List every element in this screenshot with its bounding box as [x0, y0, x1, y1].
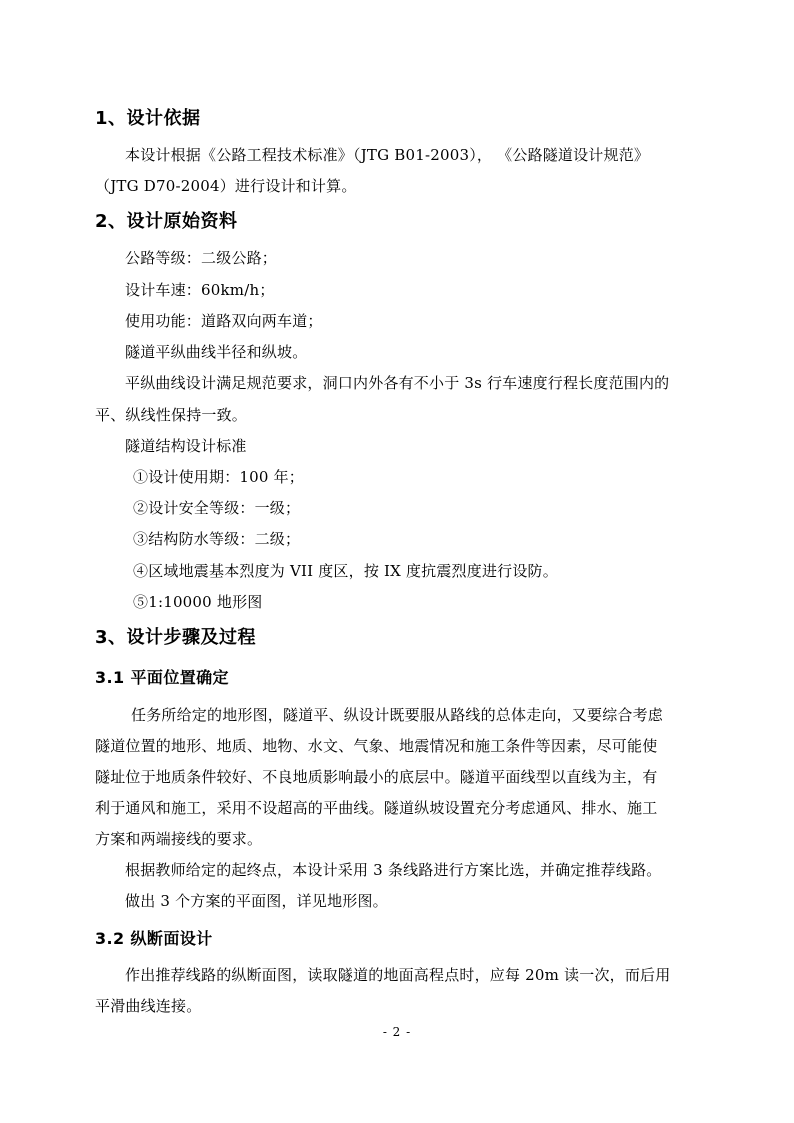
- list-item: 公路等级：二级公路；: [125, 249, 278, 267]
- paragraph-line: （JTG D70-2004）进行设计和计算。: [95, 177, 357, 195]
- paragraph-line: 根据教师给定的起终点，本设计采用 3 条线路进行方案比选，并确定推荐线路。: [125, 861, 662, 879]
- paragraph-line: 平纵曲线设计满足规范要求，洞口内外各有不小于 3s 行车速度行程长度范围内的: [125, 374, 670, 392]
- standard-item: ③结构防水等级：二级；: [133, 530, 301, 548]
- paragraph-line: 作出推荐线路的纵断面图，读取隧道的地面高程点时，应每 20m 读一次，而后用: [125, 966, 671, 984]
- paragraph-line: 平滑曲线连接。: [95, 997, 202, 1015]
- standard-item: ②设计安全等级：一级；: [133, 499, 301, 517]
- list-item: 设计车速：60km/h；: [125, 281, 275, 299]
- list-item: 隧道平纵曲线半径和纵坡。: [125, 343, 308, 361]
- paragraph-line: 方案和两端接线的要求。: [95, 830, 263, 848]
- paragraph-line: 利于通风和施工，采用不设超高的平曲线。隧道纵坡设置充分考虑通风、排水、施工: [95, 799, 658, 817]
- page-number: - 2 -: [382, 1025, 412, 1039]
- paragraph-line: 任务所给定的地形图，隧道平、纵设计既要服从路线的总体走向，又要综合考虑: [131, 706, 664, 724]
- subsection-heading: 3.2 纵断面设计: [95, 929, 213, 948]
- subsection-heading: 3.1 平面位置确定: [95, 668, 229, 687]
- paragraph-line: 本设计根据《公路工程技术标准》（JTG B01-2003）， 《公路隧道设计规范》: [125, 146, 650, 164]
- paragraph-line: 隧址位于地质条件较好、不良地质影响最小的底层中。隧道平面线型以直线为主，有: [95, 768, 658, 786]
- paragraph-line: 平、纵线性保持一致。: [95, 406, 248, 424]
- paragraph-line: 做出 3 个方案的平面图，详见地形图。: [125, 892, 388, 910]
- standard-item: ①设计使用期：100 年；: [133, 468, 304, 486]
- standard-item: ④区域地震基本烈度为 VII 度区，按 IX 度抗震烈度进行设防。: [133, 562, 558, 580]
- list-item: 使用功能：道路双向两车道；: [125, 312, 323, 330]
- section-heading: 3、设计步骤及过程: [95, 627, 257, 648]
- subsection-label: 隧道结构设计标准: [125, 437, 247, 455]
- paragraph-line: 隧道位置的地形、地质、地物、水文、气象、地震情况和施工条件等因素，尽可能使: [95, 737, 658, 755]
- section-heading: 1、设计依据: [95, 108, 201, 129]
- section-heading: 2、设计原始资料: [95, 211, 238, 232]
- standard-item: ⑤1:10000 地形图: [133, 593, 263, 611]
